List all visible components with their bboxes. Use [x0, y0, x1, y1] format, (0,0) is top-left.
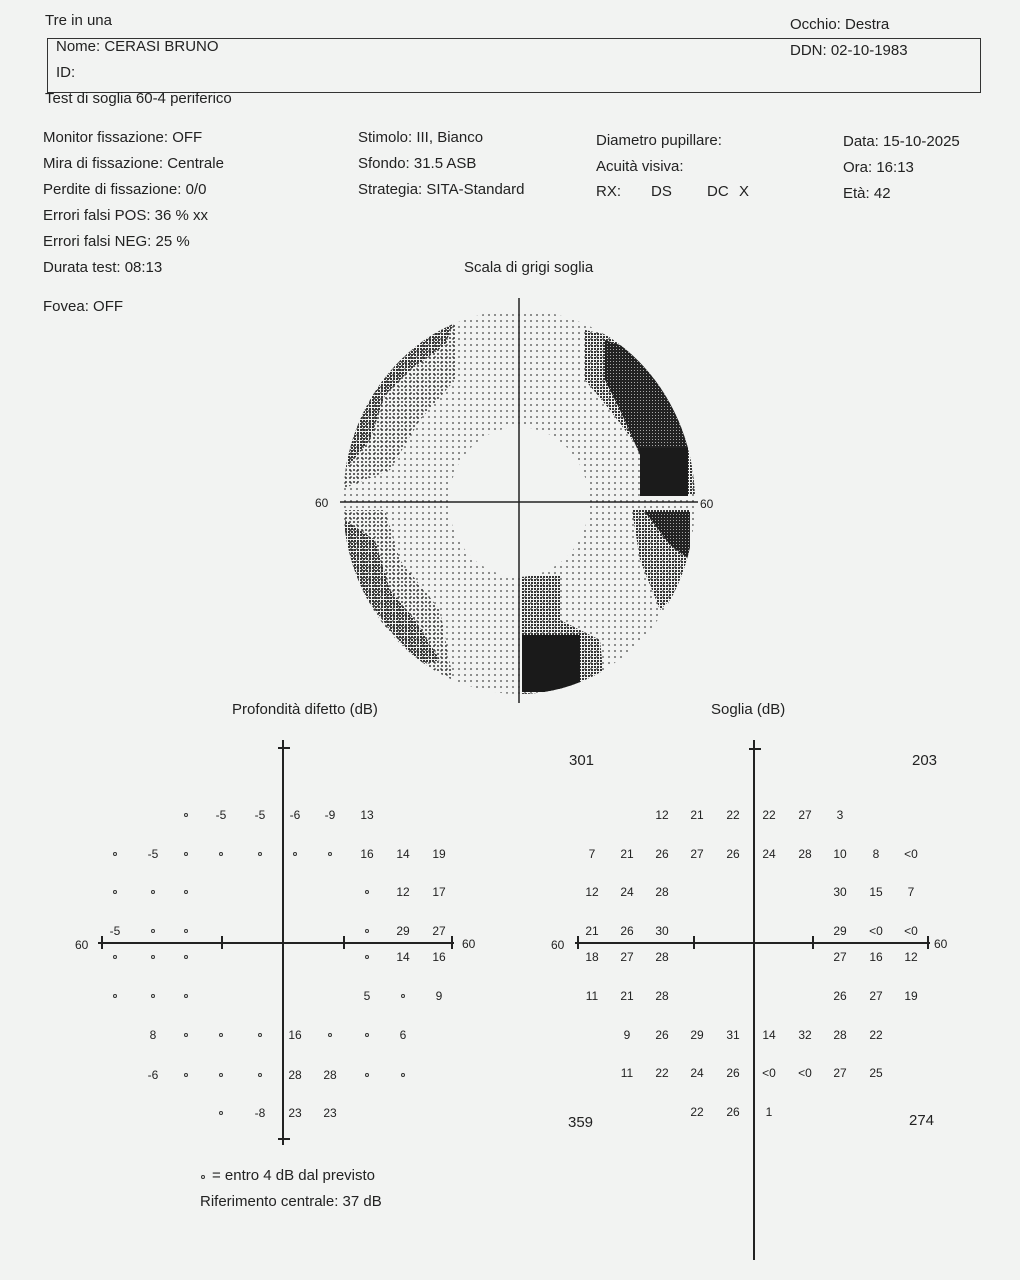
deviation-within-normal-icon: [258, 852, 262, 856]
threshold-value: 22: [690, 1105, 704, 1119]
deviation-axis-x: [98, 942, 454, 944]
threshold-value: 27: [690, 847, 704, 861]
deviation-within-normal-icon: [365, 1033, 369, 1037]
threshold-value: <0: [798, 1066, 812, 1080]
deviation-value: -5: [147, 847, 159, 861]
deviation-value: -8: [254, 1106, 266, 1120]
deviation-value: 28: [288, 1068, 302, 1082]
threshold-value: <0: [869, 924, 883, 938]
deviation-within-normal-icon: [184, 852, 188, 856]
deviation-within-normal-icon: [365, 955, 369, 959]
threshold-value: 11: [620, 1066, 634, 1080]
grayscale-field: [340, 310, 695, 695]
threshold-value: 27: [620, 950, 634, 964]
axis-tick: [451, 936, 453, 949]
param-target: Mira di fissazione: Centrale: [43, 155, 224, 172]
threshold-value: 30: [833, 885, 847, 899]
threshold-value: 12: [904, 950, 918, 964]
eye-label: Occhio: Destra: [790, 16, 890, 33]
threshold-value: 24: [762, 847, 776, 861]
deviation-within-normal-icon: [365, 1073, 369, 1077]
axis-tick: [278, 747, 290, 749]
threshold-value: 21: [620, 989, 634, 1003]
deviation-value: 12: [396, 885, 410, 899]
deviation-value: 29: [396, 924, 410, 938]
threshold-value: <0: [762, 1066, 776, 1080]
test-name: Test di soglia 60-4 periferico: [45, 90, 232, 107]
threshold-value: 26: [726, 1066, 740, 1080]
deviation-within-normal-icon: [151, 890, 155, 894]
deviation-reference: Riferimento centrale: 37 dB: [200, 1193, 382, 1210]
threshold-corner-tr: 203: [912, 752, 938, 769]
threshold-value: 22: [655, 1066, 669, 1080]
deviation-value: 5: [363, 989, 371, 1003]
deviation-within-normal-icon: [258, 1073, 262, 1077]
deviation-left-label: 60: [75, 938, 89, 952]
deviation-title: Profondità difetto (dB): [232, 701, 378, 718]
threshold-value: 22: [869, 1028, 883, 1042]
param-stimulus: Stimolo: III, Bianco: [358, 129, 484, 146]
deviation-within-normal-icon: [184, 1033, 188, 1037]
deviation-value: 14: [396, 847, 410, 861]
deviation-within-normal-icon: [184, 890, 188, 894]
deviation-within-normal-icon: [365, 929, 369, 933]
threshold-value: 7: [907, 885, 915, 899]
param-rx-x: X: [739, 183, 750, 200]
patient-id: ID:: [56, 64, 76, 81]
deviation-value: 17: [432, 885, 446, 899]
deviation-legend: = entro 4 dB dal previsto: [212, 1167, 376, 1184]
threshold-value: 16: [869, 950, 883, 964]
deviation-within-normal-icon: [151, 994, 155, 998]
grayscale-right-label: 60: [700, 497, 714, 511]
threshold-value: 3: [836, 808, 844, 822]
deviation-value: -6: [289, 808, 301, 822]
threshold-value: 28: [833, 1028, 847, 1042]
param-background: Sfondo: 31.5 ASB: [358, 155, 477, 172]
app-title: Tre in una: [45, 12, 112, 29]
threshold-value: 31: [726, 1028, 740, 1042]
threshold-value: 21: [620, 847, 634, 861]
deviation-within-normal-icon: [184, 813, 188, 817]
threshold-corner-br: 274: [909, 1112, 935, 1129]
threshold-corner-bl: 359: [568, 1114, 594, 1131]
threshold-value: 19: [904, 989, 918, 1003]
deviation-within-normal-icon: [184, 1073, 188, 1077]
param-time: Ora: 16:13: [843, 159, 914, 176]
threshold-value: 29: [833, 924, 847, 938]
threshold-value: 26: [620, 924, 634, 938]
deviation-value: -9: [324, 808, 336, 822]
threshold-value: 26: [726, 1105, 740, 1119]
param-fovea: Fovea: OFF: [43, 298, 124, 315]
threshold-value: 32: [798, 1028, 812, 1042]
deviation-value: 19: [432, 847, 446, 861]
threshold-value: 21: [585, 924, 599, 938]
deviation-within-normal-icon: [184, 994, 188, 998]
axis-tick: [749, 748, 761, 750]
threshold-value: 22: [762, 808, 776, 822]
threshold-corner-tl: 301: [569, 752, 595, 769]
threshold-value: 7: [588, 847, 596, 861]
deviation-value: -5: [109, 924, 121, 938]
threshold-value: <0: [904, 924, 918, 938]
threshold-value: 24: [620, 885, 634, 899]
deviation-value: 16: [432, 950, 446, 964]
legend-circle-icon: [201, 1175, 205, 1179]
deviation-value: -5: [254, 808, 266, 822]
deviation-within-normal-icon: [401, 994, 405, 998]
param-date: Data: 15-10-2025: [843, 133, 960, 150]
threshold-title: Soglia (dB): [711, 701, 786, 718]
param-strategy: Strategia: SITA-Standard: [358, 181, 525, 198]
threshold-value: 28: [655, 885, 669, 899]
deviation-within-normal-icon: [293, 852, 297, 856]
param-rx-ds: DS: [651, 183, 672, 200]
threshold-value: 26: [655, 1028, 669, 1042]
axis-tick: [812, 936, 814, 949]
axis-tick: [577, 936, 579, 949]
threshold-value: 12: [585, 885, 599, 899]
deviation-within-normal-icon: [113, 994, 117, 998]
axis-tick: [343, 936, 345, 949]
threshold-value: <0: [904, 847, 918, 861]
deviation-value: 16: [288, 1028, 302, 1042]
param-acuity: Acuità visiva:: [596, 158, 684, 175]
param-rx-dc: DC: [707, 183, 729, 200]
axis-tick: [278, 1138, 290, 1140]
threshold-value: 9: [623, 1028, 631, 1042]
threshold-value: 27: [833, 1066, 847, 1080]
grayscale-title: Scala di grigi soglia: [464, 259, 594, 276]
deviation-within-normal-icon: [113, 852, 117, 856]
threshold-value: 21: [690, 808, 704, 822]
param-age: Età: 42: [843, 185, 891, 202]
threshold-value: 12: [655, 808, 669, 822]
deviation-value: 27: [432, 924, 446, 938]
deviation-within-normal-icon: [113, 890, 117, 894]
deviation-within-normal-icon: [219, 1033, 223, 1037]
threshold-value: 24: [690, 1066, 704, 1080]
threshold-value: 11: [585, 989, 599, 1003]
threshold-value: 27: [869, 989, 883, 1003]
deviation-within-normal-icon: [184, 929, 188, 933]
deviation-value: 13: [360, 808, 374, 822]
deviation-right-label: 60: [462, 937, 476, 951]
param-monitor: Monitor fissazione: OFF: [43, 129, 203, 146]
threshold-value: 27: [833, 950, 847, 964]
deviation-value: 6: [399, 1028, 407, 1042]
threshold-value: 29: [690, 1028, 704, 1042]
deviation-value: 14: [396, 950, 410, 964]
deviation-within-normal-icon: [258, 1033, 262, 1037]
deviation-value: 8: [149, 1028, 157, 1042]
threshold-left-label: 60: [551, 938, 565, 952]
deviation-value: 16: [360, 847, 374, 861]
param-false-pos: Errori falsi POS: 36 % xx: [43, 207, 209, 224]
deviation-within-normal-icon: [219, 852, 223, 856]
threshold-value: 25: [869, 1066, 883, 1080]
deviation-within-normal-icon: [401, 1073, 405, 1077]
threshold-value: 1: [765, 1105, 773, 1119]
axis-tick: [927, 936, 929, 949]
axis-tick: [221, 936, 223, 949]
threshold-value: 10: [833, 847, 847, 861]
threshold-value: 15: [869, 885, 883, 899]
grayscale-left-label: 60: [315, 496, 329, 510]
deviation-value: -6: [147, 1068, 159, 1082]
deviation-within-normal-icon: [365, 890, 369, 894]
deviation-within-normal-icon: [113, 955, 117, 959]
axis-tick: [693, 936, 695, 949]
deviation-value: 9: [435, 989, 443, 1003]
threshold-value: 28: [655, 989, 669, 1003]
deviation-within-normal-icon: [184, 955, 188, 959]
threshold-value: 28: [798, 847, 812, 861]
deviation-axis-y: [282, 740, 284, 1145]
deviation-value: 23: [288, 1106, 302, 1120]
param-pupil: Diametro pupillare:: [596, 132, 722, 149]
deviation-value: 28: [323, 1068, 337, 1082]
threshold-value: 28: [655, 950, 669, 964]
threshold-value: 14: [762, 1028, 776, 1042]
param-losses: Perdite di fissazione: 0/0: [43, 181, 207, 198]
threshold-value: 26: [655, 847, 669, 861]
deviation-within-normal-icon: [219, 1073, 223, 1077]
threshold-right-label: 60: [934, 937, 948, 951]
param-rx-label: RX:: [596, 183, 622, 200]
threshold-value: 18: [585, 950, 599, 964]
patient-name: Nome: CERASI BRUNO: [56, 38, 219, 55]
deviation-within-normal-icon: [328, 1033, 332, 1037]
threshold-value: 22: [726, 808, 740, 822]
threshold-value: 26: [726, 847, 740, 861]
deviation-value: -5: [215, 808, 227, 822]
patient-dob: DDN: 02-10-1983: [790, 42, 908, 59]
threshold-value: 27: [798, 808, 812, 822]
param-duration: Durata test: 08:13: [43, 259, 163, 276]
threshold-value: 26: [833, 989, 847, 1003]
threshold-value: 30: [655, 924, 669, 938]
deviation-within-normal-icon: [328, 852, 332, 856]
axis-tick: [101, 936, 103, 949]
threshold-axis-y: [753, 740, 755, 1260]
deviation-value: 23: [323, 1106, 337, 1120]
param-false-neg: Errori falsi NEG: 25 %: [43, 233, 190, 250]
deviation-within-normal-icon: [151, 955, 155, 959]
deviation-within-normal-icon: [151, 929, 155, 933]
threshold-value: 8: [872, 847, 880, 861]
deviation-within-normal-icon: [219, 1111, 223, 1115]
